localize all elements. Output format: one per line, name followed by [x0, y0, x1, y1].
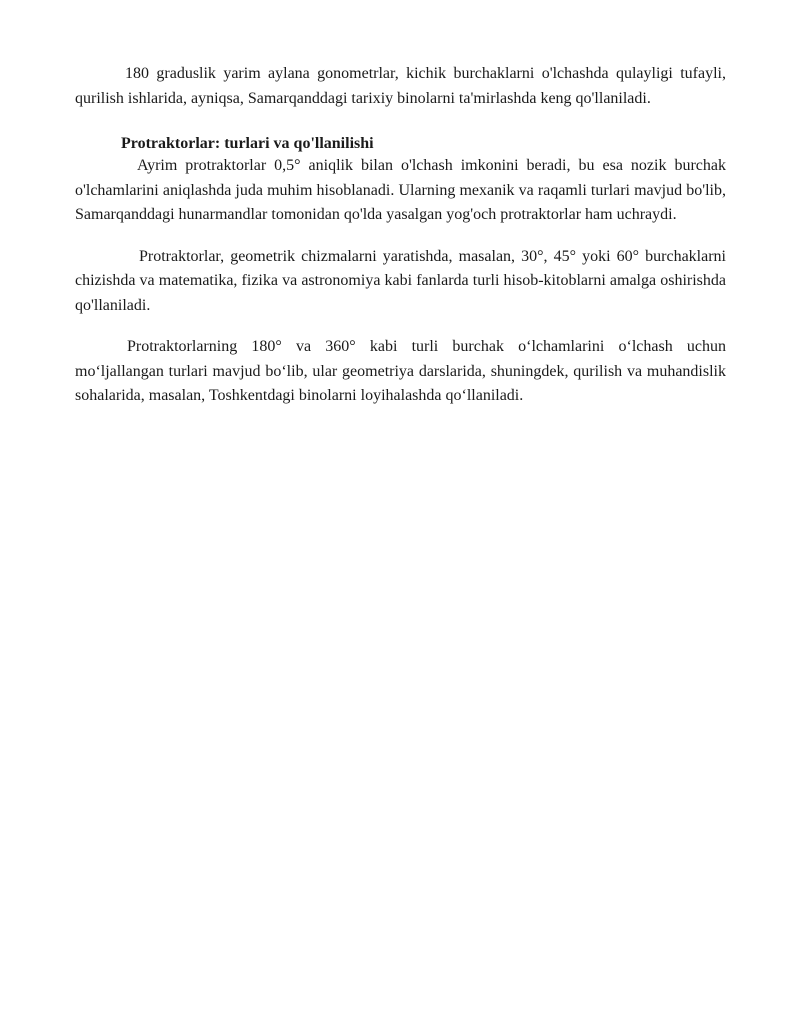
paragraph-types: Protraktorlarning 180° va 360° kabi turli burchak o‘lchamlarini o‘lchash uchun mo‘ljallangan turlari mavjud bo‘lib, ular geometriya darslarida, shuningdek, qurilish va muhandislik sohalarida, masalan, Toshkentdagi binolarni loyihalashda qo‘llaniladi. — [75, 338, 726, 404]
paragraph-precision: Ayrim protraktorlar 0,5° aniqlik bilan o'lchash imkonini beradi, bu esa nozik burchak o'lchamlarini aniqlashda juda muhim hisoblanadi. Ularning mexanik va raqamli turlari mavjud bo'lib, Samarqanddagi hunarmandlar tomonidan qo'lda yasalgan yog'och protraktorlar ham uchraydi. — [75, 157, 726, 223]
section-heading: Protraktorlar: turlari va qo'llanilishi — [121, 135, 374, 152]
paragraph-gonometers: 180 graduslik yarim aylana gonometrlar, kichik burchaklarni o'lchashda qulayligi tufayli, qurilish ishlarida, ayniqsa, Samarqanddagi tarixiy binolarni ta'mirlashda keng qo'llaniladi. — [75, 65, 726, 107]
paragraph-usage: Protraktorlar, geometrik chizmalarni yaratishda, masalan, 30°, 45° yoki 60° burchaklarni chizishda va matematika, fizika va astronomiya kabi fanlarda turli hisob-kitoblarni amalga oshirishda qo'llaniladi. — [75, 247, 726, 314]
document-page — [75, 62, 726, 409]
